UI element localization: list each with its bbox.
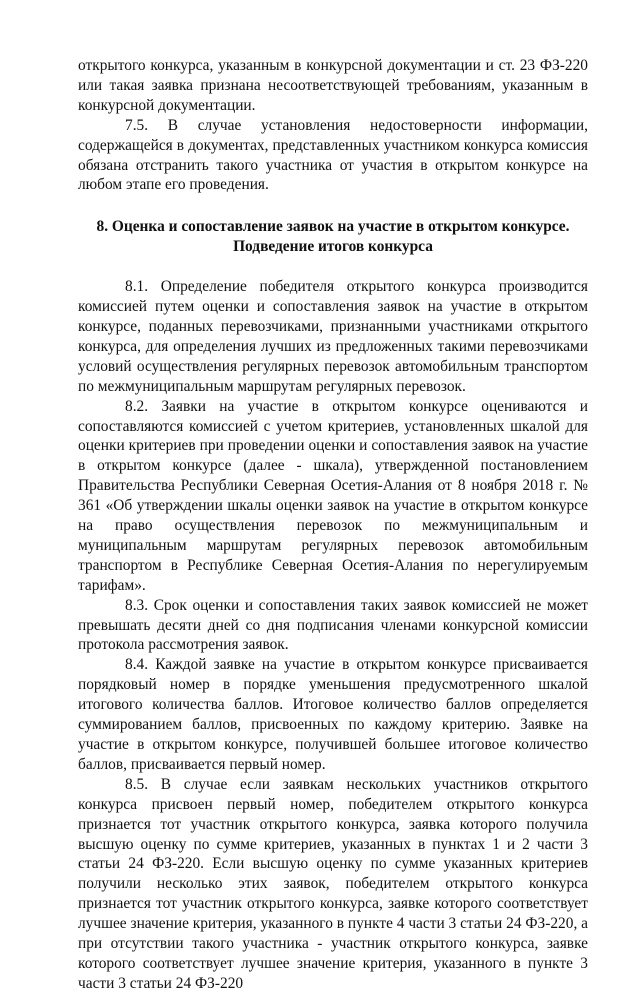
- paragraph-continuation: открытого конкурса, указанным в конкурсной документации и ст. 23 ФЗ-220 или такая заявка признана несоответствующей требованиям, указанным в конкурсной документации.: [78, 57, 588, 114]
- spacer: [78, 195, 588, 217]
- paragraph-8-2: 8.2. Заявки на участие в открытом конкурсе оцениваются и сопоставляются комиссией с учетом критериев, установленных шкалой для оценки критериев при проведении оценки и сопоставления заявок на участие в открытом конкурсе (далее - шкала), утвержденной постановлением Правительства Республики Северная Осетия-Алания от 8 ноября 2018 г. № 361 «Об утверждении шкалы оценки заявок на участие в открытом конкурсе на право осуществления перевозок по межмуниципальным и муниципальным маршрутам регулярных перевозок автомобильным транспортом в Республике Северная Осетия-Алания по нерегулируемым тарифам».: [78, 397, 588, 594]
- paragraph-8-5: 8.5. В случае если заявкам нескольких участников открытого конкурса присвоен первый номер, победителем открытого конкурса признается тот участник открытого конкурса, заявка которого получила высшую оценку по сумме критериев, указанных в пунктах 1 и 2 части 3 статьи 24 ФЗ-220. Если высшую оценку по сумме указанных критериев получили несколько этих заявок, победителем открытого конкурса признается тот участник открытого конкурса, заявке которого соответствует лучшее значение критерия, указанного в пункте 4 части 3 статьи 24 ФЗ-220, а при отсутствии такого участника - участник открытого конкурса, заявке которого соответствует лучшее значение критерия, указанного в пункте 3 части 3 статьи 24 ФЗ-220: [78, 775, 588, 992]
- paragraph-7-5: 7.5. В случае установления недостоверности информации, содержащейся в документах, представленных участником конкурса комиссия обязана отстранить такого участника от участия в открытом конкурсе на любом этапе его проведения.: [78, 116, 588, 194]
- section-heading-line2: Подведение итогов конкурса: [233, 238, 433, 256]
- paragraph-8-4: 8.4. Каждой заявке на участие в открытом конкурсе присваивается порядковый номер в порядке уменьшения предусмотренного шкалой итогового количества баллов. Итоговое количество баллов определяется суммированием баллов, присвоенных по каждому критерию. Заявке на участие в открытом конкурсе, получившей большее итоговое количество баллов, присваивается первый номер.: [78, 656, 588, 773]
- spacer: [78, 257, 588, 277]
- document-page: [78, 56, 588, 994]
- paragraph-8-1: 8.1. Определение победителя открытого конкурса производится комиссией путем оценки и сопоставления заявок на участие в открытом конкурсе, поданных перевозчиками, признанными участниками открытого конкурса, для определения лучших из предложенных такими перевозчиками условий осуществления регулярных перевозок автомобильным транспортом по межмуниципальным маршрутам регулярных перевозок.: [78, 278, 588, 395]
- section-heading-line1: 8. Оценка и сопоставление заявок на участие в открытом конкурсе.: [96, 218, 570, 236]
- paragraph-8-3: 8.3. Срок оценки и сопоставления таких заявок комиссией не может превышать десяти дней со дня подписания членами конкурсной комиссии протокола рассмотрения заявок.: [78, 596, 588, 654]
